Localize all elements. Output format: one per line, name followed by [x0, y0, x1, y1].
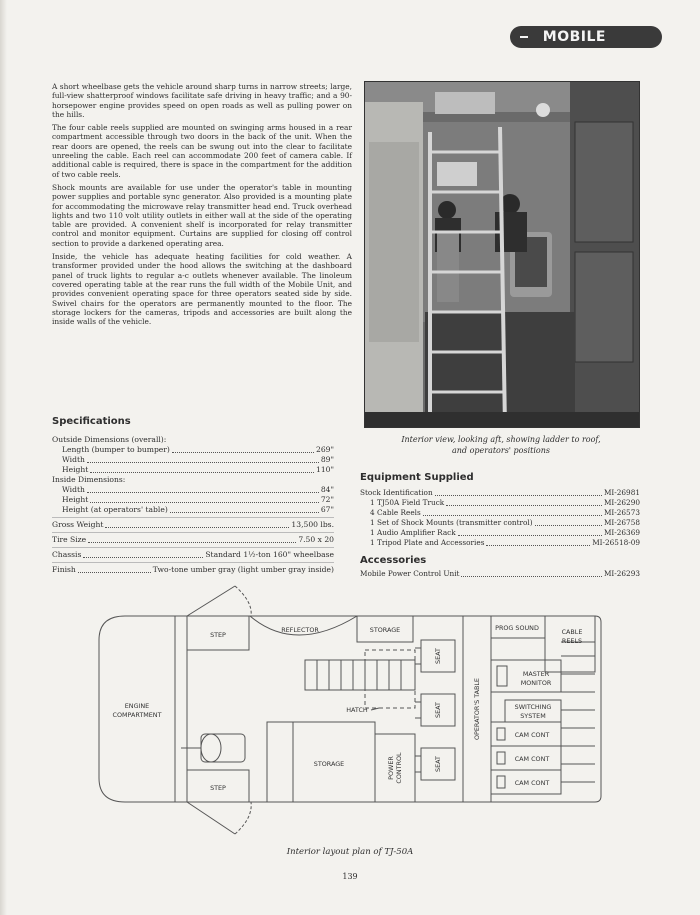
- specifications-list: [52, 435, 334, 575]
- plan-label-step-top: STEP: [210, 631, 226, 639]
- equipment-label: 4 Cable Reels: [370, 508, 421, 517]
- equipment-value: MI-26369: [603, 528, 640, 537]
- intro-paragraph: A short wheelbase gets the vehicle around sharp turns in narrow streets; large, full-view shatterproof windows facilitate safe driving in heavy traffic; and a 90-horsepower engine provides speed on open roads as well as pulling power on the hills.: [52, 82, 352, 119]
- equipment-row: [360, 498, 640, 508]
- spec-label: Height: [62, 495, 89, 504]
- spec-value: 84": [320, 485, 334, 494]
- spec-label: Width: [62, 485, 85, 494]
- spec-row: [52, 455, 334, 465]
- spec-row: [52, 465, 334, 475]
- plan-label-engine: COMPARTMENT: [112, 711, 162, 719]
- dot-leader: [83, 557, 203, 558]
- spec-value: 7.50 x 20: [298, 535, 334, 544]
- plan-label-master-monitor: MONITOR: [520, 679, 552, 687]
- intro-text: [52, 82, 352, 330]
- spec-row: [52, 485, 334, 495]
- equipment-value: MI-26290: [603, 498, 640, 507]
- photo-caption: [364, 434, 638, 456]
- plan-label-cable-reels: REELS: [561, 637, 583, 645]
- intro-paragraph: Inside, the vehicle has adequate heating facilities for cold weather. A transformer provided under the hood allows the switching at the dashboard panel of truck lights to regular a-c outlets whenever available. The linoleum covered operating table at the rear runs the full width of the Mobile Unit, and provides convenient operating space for three operators seated side by side. Swivel chairs for the operators are permanently mounted to the floor. The storage lockers for the cameras, tripods and accessories are built along the inside walls of the vehicle.: [52, 252, 352, 327]
- plan-label-seat: SEAT: [434, 756, 442, 772]
- spec-row: [52, 505, 334, 515]
- badge-dash: [520, 36, 528, 38]
- intro-paragraph: Shock mounts are available for use under the operator's table in mounting power supplies and portable sync generator. Also provided is a mounting plate for accommodating the microwave relay transmitter head end. Truck overhead lights and two 110 volt utility outlets in either wall at the side of the operating table are provided. A convenient shelf is incorporated for relay transmitter control and monitor equipment. Curtains are supplied for closing off control section to provide a darkened operating area.: [52, 182, 352, 248]
- plan-label-switching: SWITCHING: [514, 703, 552, 711]
- spec-label: Chassis: [52, 550, 82, 559]
- spec-label: Width: [62, 455, 85, 464]
- spec-value: 13,500 lbs.: [291, 520, 334, 529]
- equipment-row: [360, 528, 640, 538]
- section-badge: [510, 26, 662, 48]
- page-edge-shadow: [0, 0, 7, 915]
- badge-label: MOBILE: [542, 29, 606, 45]
- dot-leader: [172, 452, 314, 453]
- spec-label: Height (at operators' table): [62, 505, 168, 514]
- spec-label: Gross Weight: [52, 520, 104, 529]
- accessory-value: MI-26293: [603, 569, 640, 578]
- photo-caption-line: Interior view, looking aft, showing ladder to roof,: [401, 435, 601, 444]
- spec-label: Finish: [52, 565, 76, 574]
- equipment-heading: Equipment Supplied: [360, 472, 474, 483]
- accessories-heading: Accessories: [360, 555, 427, 566]
- specifications-heading: Specifications: [52, 416, 131, 427]
- plan-label-cam-cont: CAM CONT: [514, 755, 550, 763]
- divider: [52, 532, 334, 533]
- interior-photo-image: [365, 82, 639, 427]
- plan-label-seat: SEAT: [434, 648, 442, 664]
- equipment-row: [360, 518, 640, 528]
- plan-label-operators-table: OPERATOR'S TABLE: [473, 678, 481, 740]
- plan-label-cable-reels: CABLE: [561, 628, 583, 636]
- spec-value: 89": [320, 455, 334, 464]
- dot-leader: [435, 495, 602, 496]
- equipment-list: [360, 488, 640, 548]
- spec-row: [52, 475, 334, 485]
- divider: [52, 547, 334, 548]
- equipment-row: [360, 488, 640, 498]
- spec-label: Length (bumper to bumper): [62, 445, 170, 454]
- equipment-value: MI-26518-09: [592, 538, 640, 547]
- plan-label-storage-bottom: STORAGE: [313, 760, 345, 768]
- dot-leader: [87, 462, 319, 463]
- equipment-value: MI-26573: [603, 508, 640, 517]
- equipment-value: MI-26981: [603, 488, 640, 497]
- dot-leader: [423, 515, 602, 516]
- divider: [52, 562, 334, 563]
- interior-photo: [364, 81, 640, 428]
- dot-leader: [90, 502, 318, 503]
- spec-value: Two-tone umber gray (light umber gray inside): [152, 565, 334, 574]
- accessory-row: [360, 569, 640, 579]
- plan-label-cam-cont: CAM CONT: [514, 779, 550, 787]
- plan-label-seat: SEAT: [434, 702, 442, 718]
- layout-plan-drawing: [95, 582, 605, 840]
- dot-leader: [486, 545, 590, 546]
- spec-row: [52, 445, 334, 455]
- spec-row: [52, 565, 334, 575]
- divider: [52, 517, 334, 518]
- plan-label-step-bottom: STEP: [210, 784, 226, 792]
- equipment-label: 1 TJ50A Field Truck: [370, 498, 445, 507]
- equipment-label: 1 Set of Shock Mounts (transmitter control): [370, 518, 533, 527]
- spec-value: Standard 1½-ton 160" wheelbase: [205, 550, 334, 559]
- accessory-label: Mobile Power Control Unit: [360, 569, 460, 578]
- plan-label-switching: SYSTEM: [520, 712, 546, 720]
- spec-row: [52, 495, 334, 505]
- page-number: 139: [342, 872, 358, 881]
- spec-label: Tire Size: [52, 535, 87, 544]
- spec-label: Inside Dimensions:: [52, 475, 126, 484]
- photo-caption-line: and operators' positions: [451, 446, 550, 455]
- spec-row: [52, 520, 334, 530]
- spec-row: [52, 435, 334, 445]
- spec-label: Outside Dimensions (overall):: [52, 435, 167, 444]
- equipment-label: 1 Audio Amplifier Rack: [370, 528, 456, 537]
- dot-leader: [105, 527, 289, 528]
- equipment-value: MI-26758: [603, 518, 640, 527]
- spec-row: [52, 550, 334, 560]
- layout-plan: [95, 582, 605, 840]
- dot-leader: [458, 535, 602, 536]
- plan-label-reflector: REFLECTOR: [281, 626, 319, 634]
- dot-leader: [88, 542, 296, 543]
- spec-row: [52, 535, 334, 545]
- plan-label-engine: ENGINE: [124, 702, 150, 710]
- dot-leader: [90, 472, 314, 473]
- equipment-row: [360, 508, 640, 518]
- dot-leader: [446, 505, 602, 506]
- plan-label-power-control: CONTROL: [395, 752, 403, 784]
- dot-leader: [535, 525, 602, 526]
- plan-label-master-monitor: MASTER: [522, 670, 550, 678]
- accessories-list: [360, 569, 640, 579]
- plan-label-storage-top: STORAGE: [369, 626, 401, 634]
- spec-value: 72": [320, 495, 334, 504]
- dot-leader: [78, 572, 151, 573]
- plan-label-hatch: HATCH: [346, 706, 368, 714]
- plan-label-cam-cont: CAM CONT: [514, 731, 550, 739]
- equipment-label: 1 Tripod Plate and Accessories: [370, 538, 485, 547]
- intro-paragraph: The four cable reels supplied are mounted on swinging arms housed in a rear compartment accessible through two doors in the back of the unit. When the rear doors are opened, the reels can be swung out into the clear to facilitate unreeling the cable. Each reel can accommodate 200 feet of camera cable. If additional cable is required, there is space in the compartment for the addition of two cable reels.: [52, 123, 352, 179]
- dot-leader: [170, 512, 319, 513]
- dot-leader: [461, 576, 601, 577]
- dot-leader: [87, 492, 319, 493]
- equipment-row: [360, 538, 640, 548]
- spec-value: 110": [316, 465, 334, 474]
- spec-value: 269": [316, 445, 334, 454]
- plan-label-prog-sound: PROG SOUND: [495, 624, 539, 632]
- equipment-label: Stock Identification: [360, 488, 433, 497]
- spec-label: Height: [62, 465, 89, 474]
- plan-caption: Interior layout plan of TJ-50A: [286, 847, 414, 857]
- spec-value: 67": [320, 505, 334, 514]
- plan-label-power-control: POWER: [387, 756, 395, 780]
